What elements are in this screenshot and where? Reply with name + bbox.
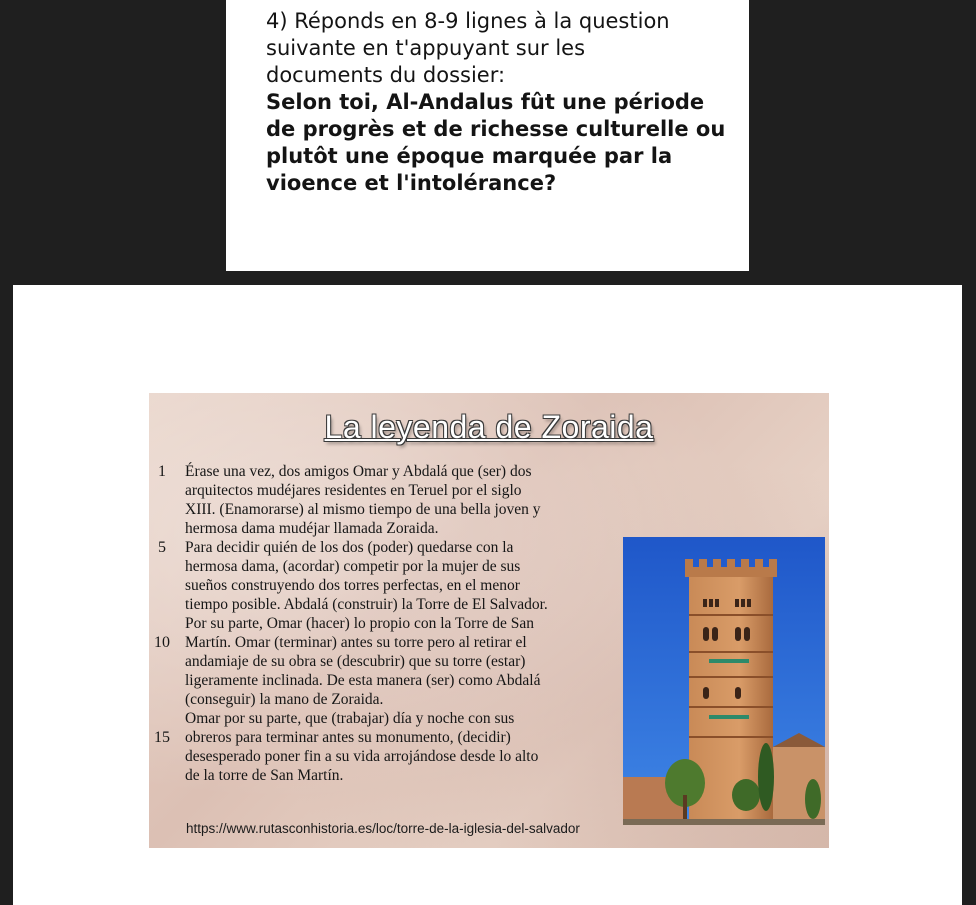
- text-line: obreros para terminar antes su monumento, (decidir): [185, 729, 511, 746]
- line-number: 1: [158, 463, 166, 480]
- line-number: 15: [154, 729, 170, 746]
- text-line: tiempo posible. Abdalá (construir) la Torre de El Salvador.: [185, 596, 548, 613]
- text-line: de la torre de San Martín.: [185, 767, 344, 784]
- question-line: suivante en t'appuyant sur les: [266, 36, 586, 60]
- text-line: ligeramente inclinada. De esta manera (ser) como Abdalá: [185, 672, 541, 689]
- text-line: (conseguir) la mano de Zoraida.: [185, 691, 384, 708]
- text-line: hermosa dama, (acordar) competir por la mujer de sus: [185, 558, 521, 575]
- question-text: [266, 8, 736, 197]
- text-line: hermosa dama mudéjar llamada Zoraida.: [185, 520, 439, 537]
- legend-slide: [149, 393, 829, 848]
- text-line: XIII. (Enamorarse) al mismo tiempo de una bella joven y: [185, 501, 541, 518]
- text-line: Para decidir quién de los dos (poder) quedarse con la: [185, 539, 514, 556]
- question-line: 4) Réponds en 8-9 lignes à la question: [266, 9, 670, 33]
- line-number: 10: [154, 634, 170, 651]
- question-card: [226, 0, 749, 271]
- text-line: Martín. Omar (terminar) antes su torre pero al retirar el: [185, 634, 527, 651]
- slide-title: La leyenda de Zoraida: [324, 409, 654, 445]
- text-line: Érase una vez, dos amigos Omar y Abdalá que (ser) dos: [185, 463, 532, 480]
- text-line: Por su parte, Omar (hacer) lo propio con la Torre de San: [185, 615, 534, 632]
- question-bold-line: plutôt une époque marquée par la: [266, 144, 673, 168]
- mudejar-tower-photo: [623, 537, 825, 825]
- text-line: andamiaje de su obra se (descubrir) que su torre (estar): [185, 653, 526, 670]
- separator-band: [0, 271, 976, 285]
- question-bold-line: Selon toi, Al-Andalus fût une période: [266, 90, 705, 114]
- question-bold-line: vioence et l'intolérance?: [266, 171, 557, 195]
- text-line: desesperado poner fin a su vida arrojándose desde lo alto: [185, 748, 539, 765]
- text-line: arquitectos mudéjares residentes en Teruel por el siglo: [185, 482, 522, 499]
- text-line: sueños construyendo dos torres perfectas, en el menor: [185, 577, 520, 594]
- line-number: 5: [158, 539, 166, 556]
- text-line: Omar por su parte, que (trabajar) día y noche con sus: [185, 710, 515, 727]
- source-url: https://www.rutasconhistoria.es/loc/torre-de-la-iglesia-del-salvador: [186, 821, 580, 836]
- question-bold-line: de progrès et de richesse culturelle ou: [266, 117, 726, 141]
- question-line: documents du dossier:: [266, 63, 506, 87]
